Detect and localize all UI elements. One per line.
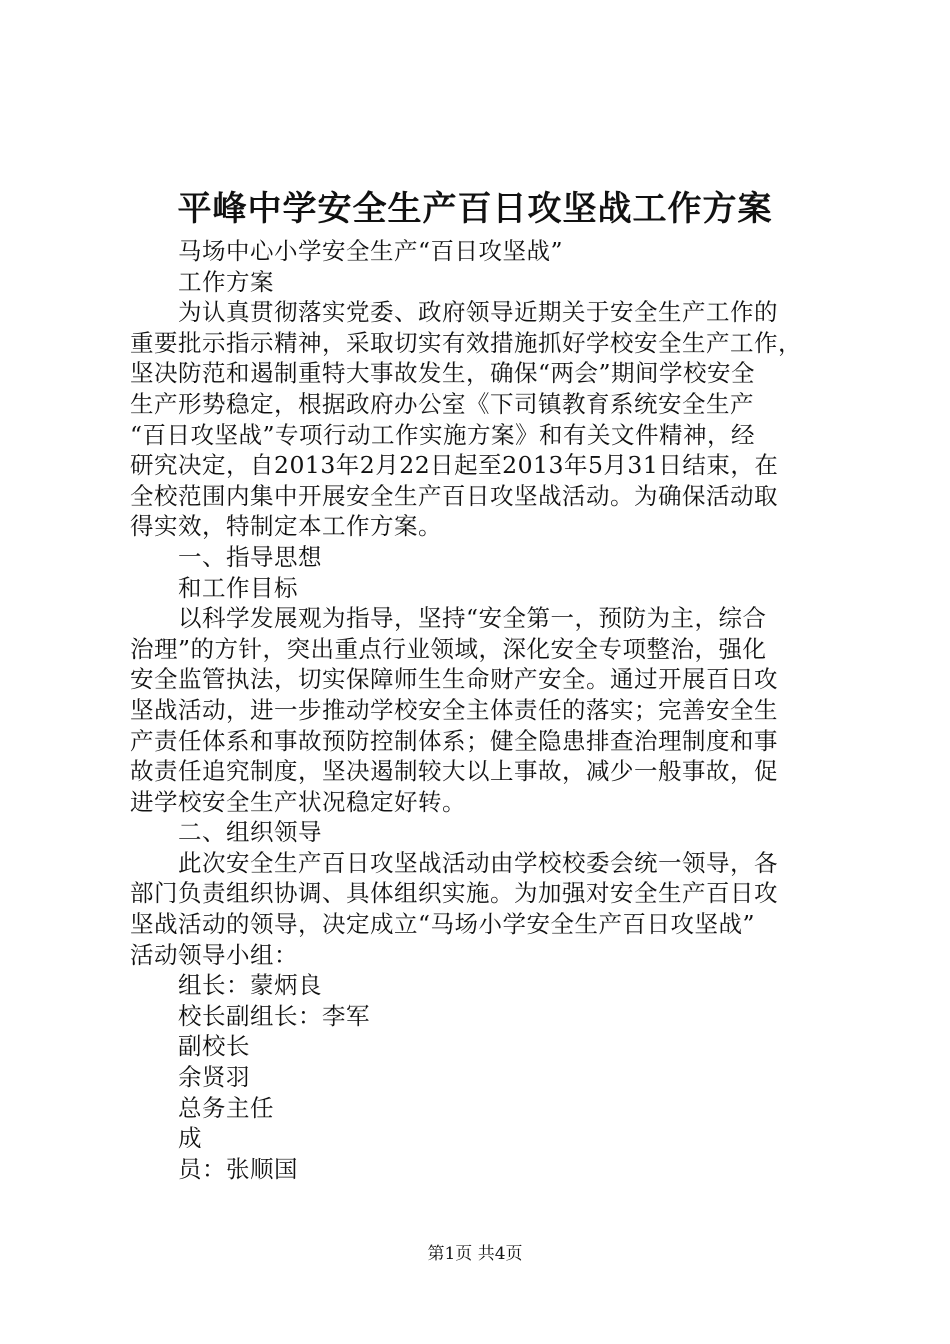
text-line: 一、指导思想 xyxy=(178,542,322,571)
text-line: 余贤羽 xyxy=(178,1063,250,1092)
text-line: 和工作目标 xyxy=(178,573,298,602)
text-line: 以科学发展观为指导，坚持“安全第一，预防为主，综合 xyxy=(178,604,767,633)
text-line: 治理”的方针，突出重点行业领域，深化安全专项整治，强化 xyxy=(130,634,767,663)
document-body xyxy=(130,236,830,1184)
text-line: 成 xyxy=(178,1124,202,1153)
text-line: 为认真贯彻落实党委、政府领导近期关于安全生产工作的 xyxy=(178,298,778,327)
text-line: 得实效，特制定本工作方案。 xyxy=(130,512,442,541)
text-line: 组长：蒙炳良 xyxy=(178,971,322,1000)
text-line: 安全监管执法，切实保障师生生命财产安全。通过开展百日攻 xyxy=(130,665,778,694)
text-line: 生产形势稳定，根据政府办公室《下司镇教育系统安全生产 xyxy=(130,389,754,418)
text-line: 二、组织领导 xyxy=(178,818,322,847)
text-line: 此次安全生产百日攻坚战活动由学校校委会统一领导，各 xyxy=(178,848,778,877)
text-line: 研究决定，自2013年2月22日起至2013年5月31日结束，在 xyxy=(130,451,779,480)
text-line: 工作方案 xyxy=(178,267,274,296)
text-line: 重要批示指示精神，采取切实有效措施抓好学校安全生产工作， xyxy=(130,328,802,357)
text-line: 校长副组长：李军 xyxy=(178,1001,370,1030)
text-line: 故责任追究制度，坚决遏制较大以上事故，减少一般事故，促 xyxy=(130,757,778,786)
text-line: 员：张顺国 xyxy=(178,1154,298,1183)
text-line: 坚战活动的领导，决定成立“马场小学安全生产百日攻坚战” xyxy=(130,910,756,939)
text-line: “百日攻坚战”专项行动工作实施方案》和有关文件精神，经 xyxy=(130,420,756,449)
text-line: 进学校安全生产状况稳定好转。 xyxy=(130,787,466,816)
text-line: 全校范围内集中开展安全生产百日攻坚战活动。为确保活动取 xyxy=(130,481,778,510)
text-line: 部门负责组织协调、具体组织实施。为加强对安全生产百日攻 xyxy=(130,879,778,908)
page-footer: 第1页 共4页 xyxy=(427,1244,523,1264)
text-line: 活动领导小组： xyxy=(130,940,298,969)
document-title: 平峰中学安全生产百日攻坚战工作方案 xyxy=(177,189,773,229)
text-line: 坚决防范和遏制重特大事故发生，确保“两会”期间学校安全 xyxy=(130,359,756,388)
text-line: 总务主任 xyxy=(178,1093,274,1122)
text-line: 产责任体系和事故预防控制体系；健全隐患排查治理制度和事 xyxy=(130,726,778,755)
text-line: 副校长 xyxy=(178,1032,250,1061)
text-line: 坚战活动，进一步推动学校安全主体责任的落实；完善安全生 xyxy=(130,695,778,724)
text-line: 马场中心小学安全生产“百日攻坚战” xyxy=(178,237,564,265)
